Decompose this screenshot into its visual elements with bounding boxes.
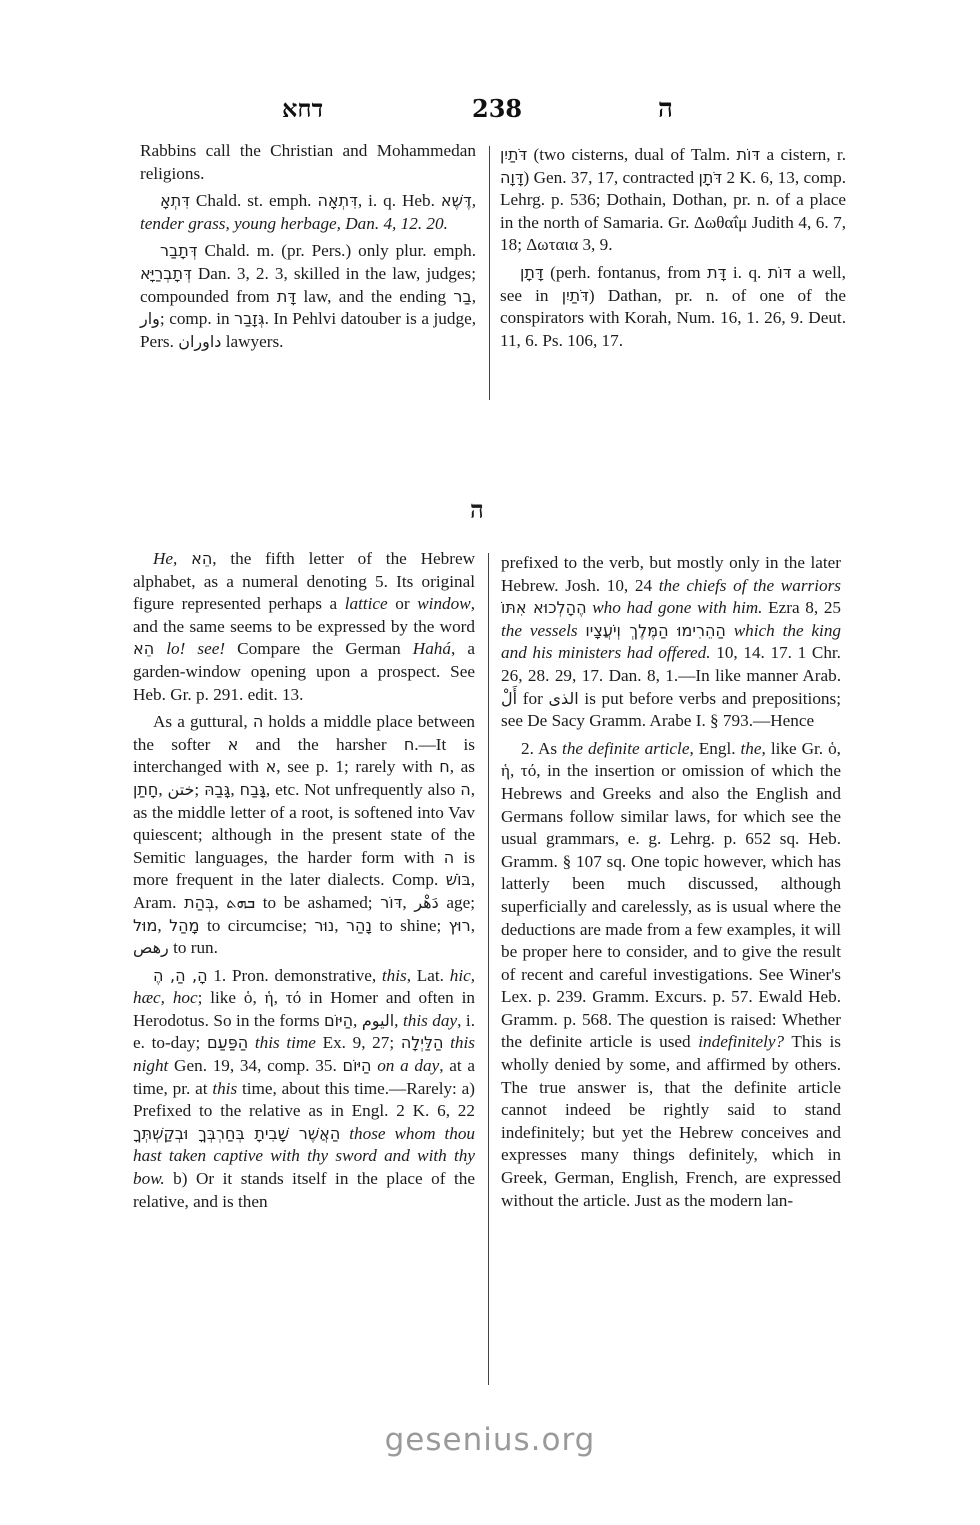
entry-definite-article: 2. As the definite article, Engl. the, like Gr. ὁ, ἡ, τό, in the insertion or omission of which the Hebrews and Greeks and also the English and Germans follow similar laws, for which see the usual grammars, e. g. Lehrg. p. 652 sq. Heb. Gramm. § 107 sq. One topic however, which has latterly been much discussed, although superficially and carelessly, as is usual where the deductions are made from a few examples, it will be proper here to consider, and to give the result of recent and careful investigations. See Winer's Lex. p. 239. Gramm. Excurs. p. 57. Ewald Heb. Gramm. p. 568. The question is raised: Whether the definite article is used indefinitely? This is wholly denied by some, and affirmed by others. The true answer is, that the definite article cannot indeed be rightly said to stand indefinitely; but yet the Hebrew conceives and expresses many things definitely, which in Greek, German, English, French, are expressed without the article. Just as the modern lan- [501, 738, 841, 1210]
column-divider-top [489, 146, 490, 400]
entry-pronoun: הָ, הַ, הֶ 1. Pron. demonstrative, this, Lat. hic, hæc, hoc; like ὁ, ἡ, τό in Homer and often in Herodotus. So in the forms הַיּוֹם, اليوم, this day, i. e. to-day; הַפַּעַם this time Ex. 9, 27; הַלַּיְלָה this night Gen. 19, 34, comp. 35. הַיּוֹם on a day, at a time, pr. at this time, about this time.—Rarely: a) Prefixed to the relative as in Engl. 2 K. 6, 22 הַאֲשֶׁר שָׁבִיתָ בְּחַרְבְּךָ וּבְקַשְׁתְּךָ those whom thou hast taken captive with thy sword and with thy bow. b) Or it stands itself in the place of the relative, and is then [133, 965, 476, 1211]
entry-dethabar: דְּתָבַר Chald. m. (pr. Pers.) only plur. emph. דְּתָבְרַיָּא Dan. 3, 2. 3, skilled in the law, judges; compounded from דָּת law, and the ending בַר, وار; comp. in גְּזָבַר. In Pehlvi datouber is a judge, Pers. داوران lawyers. [140, 241, 476, 351]
section-heading-he: ה [470, 495, 484, 524]
entry-datha: דִּתְאָ Chald. st. emph. דִּתְאָה, i. q. Heb. דֶּשֶׁא, tender grass, young herbage, Dan. 4, 12. 20. [140, 191, 476, 233]
top-right-column [500, 144, 846, 352]
entry-dathan: דָּתָן (perh. fontanus, from דָּת i. q. דּוֹת a well, see in דֹּתַיִן) Dathan, pr. n. of one of the conspirators with Korah, Num. 16, 1. 26, 9. Deut. 11, 6. Ps. 106, 17. [500, 262, 846, 350]
headword: דָּתָן [520, 262, 544, 282]
column-divider-bottom [488, 553, 489, 1385]
bottom-left-column [133, 548, 475, 1213]
bottom-right-column [501, 552, 841, 1212]
site-watermark: gesenius.org [384, 1422, 596, 1458]
running-head-right: ה [658, 94, 673, 124]
headword: הָ, הַ, הֶ [153, 965, 208, 985]
top-left-column [140, 140, 476, 353]
running-head-left: דחא [282, 94, 324, 123]
entry-continuation: Rabbins call the Christian and Mohammedan religions. [140, 141, 476, 183]
entry-guttural: As a guttural, ה holds a middle place between the softer א and the harsher ח.—It is interchanged with א, see p. 1; rarely with ח, as חָתַן, ختن; גָּבַהּ, גָּבַח, etc. Not unfrequently also ה, as the middle letter of a root, is softened into Vav quiescent; although in the present state of the Semitic languages, the harder form with ה is more frequent in the later dialects. Comp. בּוֹשׁ, Aram. בְּהַת, ܒܗܬ to be ashamed; דּוֹר, دَهْر age; מוּל, מָהַל to circumcise; נוּר, נָהַר to shine; רוּץ, رهص to run. [133, 712, 476, 958]
headword: דְּתָבַר [160, 241, 198, 261]
page-number: 238 [472, 94, 523, 123]
entry-he-letter: He, הֵא, the fifth letter of the Hebrew alphabet, as a numeral denoting 5. Its original figure represented perhaps a lattice or window, and the same seems to be expressed by the word הֵא lo! see! Compare the German Hahá, a garden-window opening upon a prospect. See Heb. Gr. p. 291. edit. 13. [133, 549, 475, 704]
entry-relative-continuation: prefixed to the verb, but mostly only in the later Hebrew. Josh. 10, 24 the chiefs of the warriors הֶהָלְכוּא אִתּוֹ who had gone with him. Ezra 8, 25 the vessels הַהֵרִימוּ הַמֶּלֶךְ וְיֹעֲצָיו which the king and his ministers had offered. 10, 14. 17. 1 Chr. 26, 28. 29, 17. Dan. 8, 1.—In like manner Arab. أَلْ for الذى is put before verbs and prepositions; see De Sacy Gramm. Arabe I. § 793.—Hence [501, 553, 842, 731]
entry-dothain: דֹּתַיִן (two cisterns, dual of Talm. דּוֹת a cistern, r. דָּוָה) Gen. 37, 17, contracted דֹּתָן 2 K. 6, 13, comp. Lehrg. p. 536; Dothain, Dothan, pr. n. of a place in the north of Samaria. Gr. Δωθαΐμ Judith 4, 6. 7, 18; Δωταια 3, 9. [500, 145, 846, 255]
headword: דֹּתַיִן [500, 145, 528, 164]
headword: דִּתְאָ [160, 191, 190, 211]
